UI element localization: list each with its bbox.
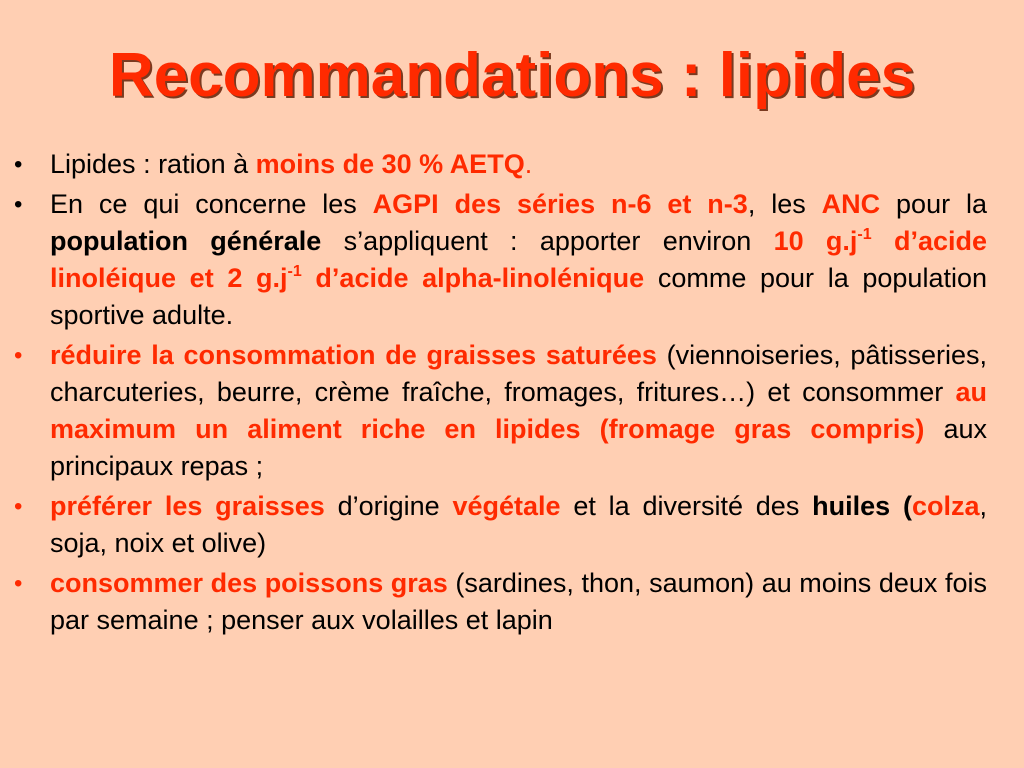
bullet-list (10, 146, 987, 642)
bullet-dot-icon: • (14, 493, 23, 520)
highlight-segment: 10 g.j (773, 226, 858, 256)
bold-segment: population générale (50, 226, 322, 256)
text-segment: (sardines, thon, saumon) au moins deux fois par semaine ; penser aux volailles et lapin (50, 568, 987, 635)
highlight-segment: préférer les graisses (50, 491, 325, 521)
highlight-segment: d’acide alpha-linolénique (301, 263, 645, 293)
superscript-segment: -1 (287, 263, 302, 280)
slide-title: Recommandations : lipides (108, 41, 916, 110)
text-segment: . (524, 149, 533, 179)
highlight-segment: ANC (821, 189, 881, 219)
text-segment: pour la (880, 189, 987, 219)
bullet-dot-icon: • (14, 570, 23, 597)
text-segment: comme pour la population sportive adulte. (50, 263, 987, 330)
bullet-item-lipides-ration (10, 146, 987, 183)
text-segment: d’origine (324, 491, 453, 521)
bullet-item-graisses-vegetales (10, 488, 987, 562)
bullet-dot-icon: • (14, 191, 23, 218)
highlight-segment: végétale (452, 491, 561, 521)
bullet-item-agpi (10, 186, 987, 334)
highlight-segment: au maximum un aliment riche en lipides (fromage gras compris) (50, 377, 987, 444)
text-segment: (viennoiseries, pâtisseries, charcuteries, beurre, crème fraîche, fromages, fritures…) et consommer (50, 340, 987, 407)
bullet-dot-icon: • (14, 151, 23, 178)
text-segment: En ce qui concerne les (50, 189, 373, 219)
text-segment: aux principaux repas ; (50, 414, 987, 481)
text-segment: s’appliquent : apporter environ (321, 226, 774, 256)
text-segment: , les (747, 189, 822, 219)
highlight-segment: moins de 30 % AETQ (255, 149, 525, 179)
highlight-segment: consommer des poissons gras (50, 568, 448, 598)
text-segment: , soja, noix et olive) (50, 491, 987, 558)
bullet-dot-icon: • (14, 342, 23, 369)
text-segment: et la diversité des (560, 491, 813, 521)
highlight-segment: réduire la consommation de graisses saturées (50, 340, 657, 370)
bullet-item-poissons-gras (10, 565, 987, 639)
highlight-segment: colza (911, 491, 980, 521)
text-segment: Lipides : ration à (50, 149, 256, 179)
highlight-segment: d’acide linoléique et 2 g.j (50, 226, 987, 293)
bullet-item-graisses-saturees (10, 337, 987, 485)
superscript-segment: -1 (857, 226, 872, 243)
bold-segment: huiles ( (812, 491, 912, 521)
highlight-segment: AGPI des séries n-6 et n-3 (372, 189, 748, 219)
